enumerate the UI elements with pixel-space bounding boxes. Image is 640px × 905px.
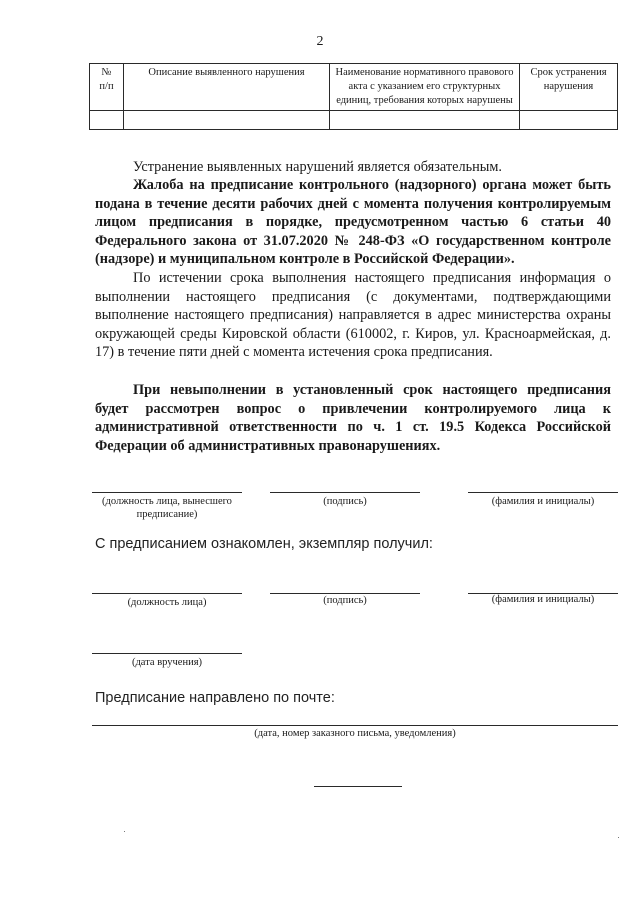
issuer-position-caption: (должность лица, вынесшего предписание) [102, 496, 232, 520]
page-number: 2 [316, 34, 324, 49]
mail-label: Предписание направлено по почте: [95, 690, 335, 706]
scan-speck [618, 837, 619, 838]
recipient-signature-caption: (подпись) [323, 595, 367, 606]
table-cell [124, 111, 330, 130]
mandatory-paragraph: Устранение выявленных нарушений является обязательным. [133, 159, 502, 175]
issuer-name-caption: (фамилия и инициалы) [491, 496, 595, 507]
recipient-name-caption: (фамилия и инициалы) [491, 594, 595, 605]
issuer-name-line [468, 492, 618, 493]
table-row [90, 111, 618, 130]
header-description: Описание выявленного нарушения [124, 64, 330, 111]
penalty-paragraph: При невыполнении в установленный срок настоящего предписания будет рассмотрен вопрос о привлечении контролируемого лица к административной ответственности по ч. 1 ст. 19.5 Кодекса Российской Федерации об административных правонарушениях. [95, 382, 611, 454]
violations-table [89, 63, 618, 130]
scan-speck [124, 831, 125, 832]
table-cell [330, 111, 520, 130]
recipient-position-line [92, 593, 242, 594]
recipient-position-caption: (должность лица) [127, 597, 207, 608]
acknowledged-label: С предписанием ознакомлен, экземпляр получил: [95, 536, 433, 552]
closing-line [314, 786, 402, 787]
mail-details-line [92, 725, 618, 726]
issuer-signature-line [270, 492, 420, 493]
issuer-signature-caption: (подпись) [323, 496, 367, 507]
table-header-row [90, 64, 618, 111]
table-cell [520, 111, 618, 130]
report-paragraph: По истечении срока выполнения настоящего предписания информация о выполнении настоящего предписания (с документами, подтверждающими выполнение настоящего предписания) направляется в адрес министерства охраны окружающей среды Кировской области (610002, г. Киров, ул. Красноармейская, д. 17) в течение пяти дней с момента истечения срока предписания. [95, 270, 611, 360]
delivery-date-line [92, 653, 242, 654]
mail-details-caption: (дата, номер заказного письма, уведомления) [254, 728, 456, 739]
complaint-paragraph: Жалоба на предписание контрольного (надзорного) органа может быть подана в течение десяти рабочих дней с момента получения контролируемым лицом предписания в порядке, предусмотренном частью 6 статьи 40 Федерального закона от 31.07.2020 № 248-ФЗ «О государственном контроле (надзоре) и муниципальном контроле в Российской Федерации». [95, 177, 611, 267]
header-legal-act: Наименование нормативного правового акта с указанием его структурных единиц, требования которых нарушены [330, 64, 520, 111]
header-number: № п/п [90, 64, 124, 111]
delivery-date-caption: (дата вручения) [131, 657, 203, 668]
issuer-position-line [92, 492, 242, 493]
table-cell [90, 111, 124, 130]
header-deadline: Срок устранения нарушения [520, 64, 618, 111]
